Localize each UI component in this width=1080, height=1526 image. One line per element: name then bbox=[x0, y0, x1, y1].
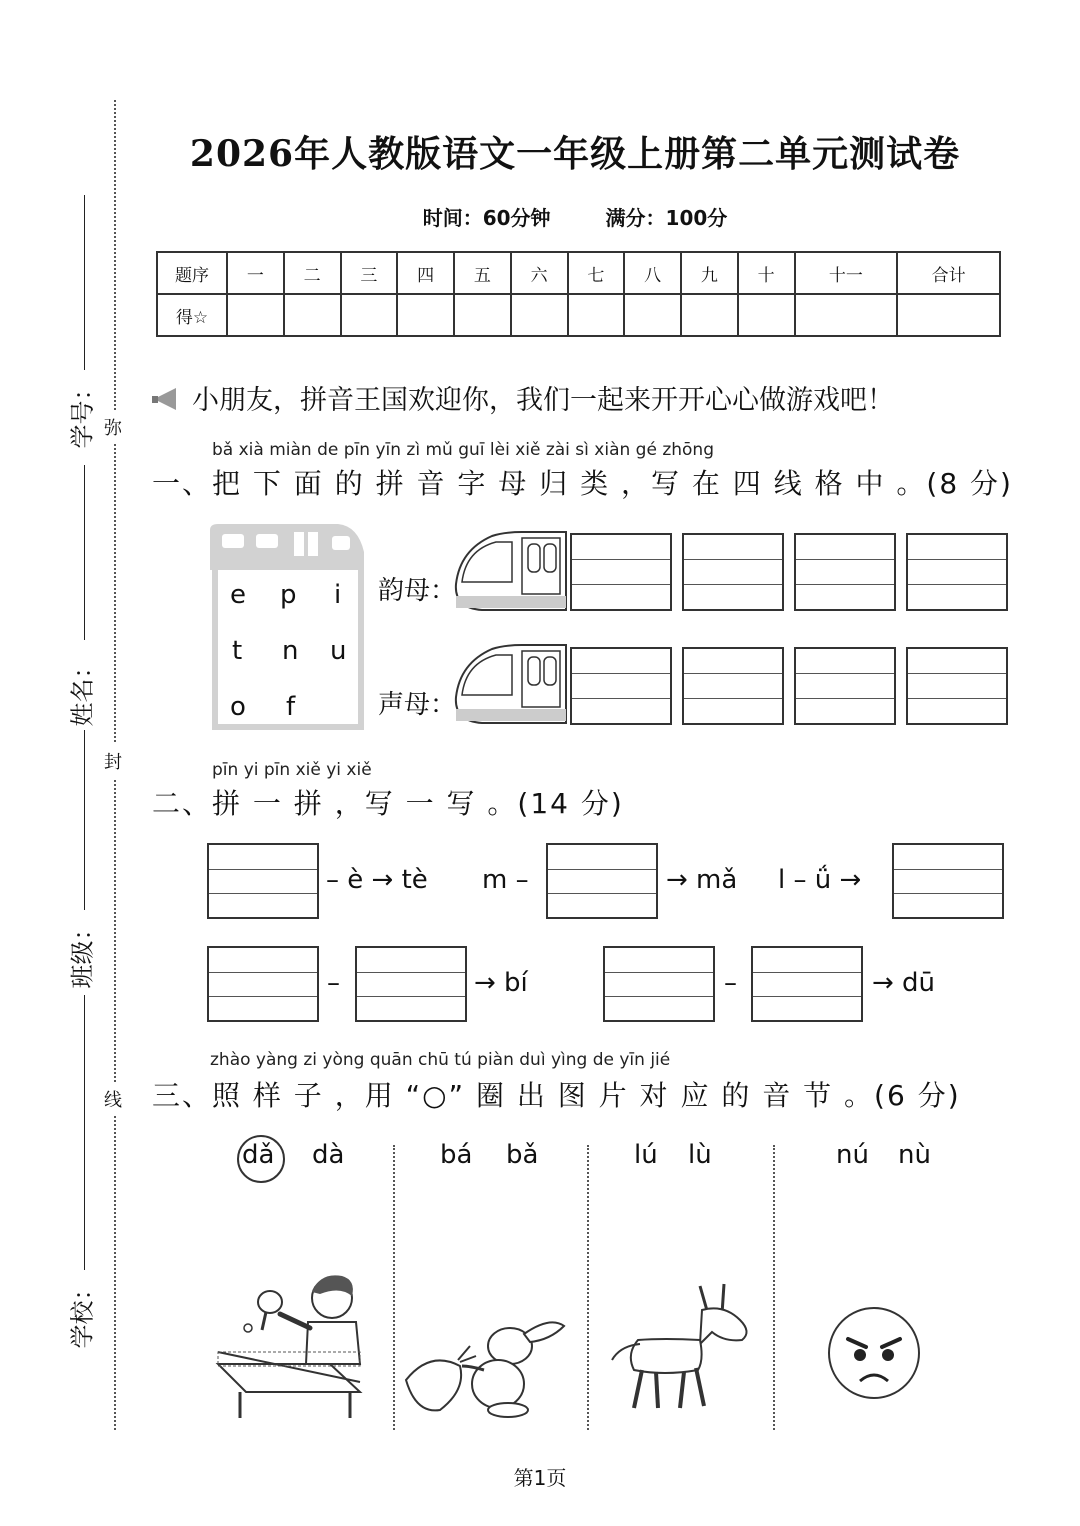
donkey-icon bbox=[604, 1280, 754, 1415]
letter-i: i bbox=[334, 580, 342, 610]
spell-text-bi: → bí bbox=[474, 968, 528, 998]
train-head-icon bbox=[452, 643, 568, 725]
seal-char-xian: 线 bbox=[104, 1082, 122, 1116]
spell-box-7[interactable] bbox=[751, 946, 863, 1022]
col-4: 四 bbox=[397, 252, 454, 294]
name-line bbox=[84, 465, 85, 640]
score-cell[interactable] bbox=[738, 294, 795, 336]
class-label: 班级： bbox=[68, 916, 97, 989]
letter-p: p bbox=[280, 580, 297, 610]
col-5: 五 bbox=[454, 252, 511, 294]
section2-pinyin: pīn yi pīn xiě yi xiě bbox=[212, 760, 372, 780]
score-table bbox=[156, 251, 1001, 337]
col-11: 十一 bbox=[795, 252, 898, 294]
col-9: 九 bbox=[681, 252, 738, 294]
score-cell[interactable] bbox=[454, 294, 511, 336]
spell-text-m: m – bbox=[482, 865, 529, 895]
spell-text-du: → dū bbox=[872, 968, 936, 998]
spell-box-1[interactable] bbox=[207, 843, 319, 919]
option-ba2[interactable]: bá bbox=[440, 1140, 473, 1170]
student-id-label: 学号： bbox=[68, 376, 97, 449]
section1-heading: 一、把 下 面 的 拼 音 字 母 归 类 ，写 在 四 线 格 中 。(8 分) bbox=[152, 467, 1013, 500]
option-lu2[interactable]: lú bbox=[634, 1140, 658, 1170]
option-nu4[interactable]: nù bbox=[898, 1140, 931, 1170]
school-label: 学校： bbox=[68, 1276, 97, 1349]
col-total: 合计 bbox=[897, 252, 1000, 294]
option-da3[interactable]: dǎ bbox=[242, 1140, 275, 1170]
score-cell[interactable] bbox=[624, 294, 681, 336]
column-divider bbox=[587, 1145, 589, 1430]
col-8: 八 bbox=[624, 252, 681, 294]
col-2: 二 bbox=[284, 252, 341, 294]
score-table-score-row bbox=[157, 294, 1000, 336]
col-10: 十 bbox=[738, 252, 795, 294]
letter-e: e bbox=[230, 580, 246, 610]
score-cell[interactable] bbox=[568, 294, 625, 336]
score-cell[interactable] bbox=[227, 294, 284, 336]
letter-f: f bbox=[286, 692, 296, 722]
section1-pinyin: bǎ xià miàn de pīn yīn zì mǔ guī lèi xiě zài sì xiàn gé zhōng bbox=[212, 440, 714, 460]
letter-box bbox=[212, 570, 364, 730]
score-cell[interactable] bbox=[795, 294, 898, 336]
yunmu-writing-box-1[interactable] bbox=[570, 533, 672, 611]
col-6: 六 bbox=[511, 252, 568, 294]
score-table-row1-label: 题序 bbox=[157, 252, 227, 294]
shengmu-writing-box-4[interactable] bbox=[906, 647, 1008, 725]
exam-full-score: 满分：100分 bbox=[605, 206, 728, 230]
page-number: 第1页 bbox=[513, 1466, 567, 1490]
spell-box-3[interactable] bbox=[892, 843, 1004, 919]
score-cell[interactable] bbox=[284, 294, 341, 336]
spell-dash: – bbox=[327, 968, 340, 998]
train-car-icon bbox=[208, 522, 366, 572]
shengmu-writing-box-1[interactable] bbox=[570, 647, 672, 725]
spell-dash: – bbox=[724, 968, 737, 998]
school-line bbox=[84, 995, 85, 1270]
ping-pong-boy-icon bbox=[210, 1272, 370, 1422]
seal-char-feng: 封 bbox=[104, 744, 122, 778]
class-line bbox=[84, 730, 85, 910]
spell-box-4[interactable] bbox=[207, 946, 319, 1022]
score-table-header-row bbox=[157, 252, 1000, 294]
column-divider bbox=[773, 1145, 775, 1430]
spell-box-5[interactable] bbox=[355, 946, 467, 1022]
option-lu4[interactable]: lù bbox=[688, 1140, 712, 1170]
spell-box-2[interactable] bbox=[546, 843, 658, 919]
page-title: 2026年人教版语文一年级上册第二单元测试卷 bbox=[189, 133, 961, 175]
option-nu2[interactable]: nú bbox=[836, 1140, 869, 1170]
train-head-icon bbox=[452, 530, 568, 612]
option-da4[interactable]: dà bbox=[312, 1140, 345, 1170]
yunmu-writing-box-2[interactable] bbox=[682, 533, 784, 611]
spell-text-te: – è → tè bbox=[326, 865, 428, 895]
shengmu-label: 声母： bbox=[378, 690, 457, 720]
letter-t: t bbox=[232, 636, 243, 666]
option-ba3[interactable]: bǎ bbox=[506, 1140, 539, 1170]
section3-heading: 三、照 样 子 ，用 “○” 圈 出 图 片 对 应 的 音 节 。(6 分) bbox=[152, 1079, 961, 1112]
letter-u: u bbox=[330, 636, 347, 666]
rabbit-pulling-radish-icon bbox=[400, 1310, 570, 1420]
col-1: 一 bbox=[227, 252, 284, 294]
yunmu-writing-box-4[interactable] bbox=[906, 533, 1008, 611]
shengmu-writing-box-3[interactable] bbox=[794, 647, 896, 725]
name-label: 姓名： bbox=[68, 654, 97, 727]
score-cell[interactable] bbox=[897, 294, 1000, 336]
score-cell[interactable] bbox=[341, 294, 398, 336]
intro-text: 小朋友，拼音王国欢迎你，我们一起来开开心心做游戏吧！ bbox=[192, 385, 894, 416]
score-cell[interactable] bbox=[681, 294, 738, 336]
letter-n: n bbox=[282, 636, 299, 666]
exam-time: 时间：60分钟 bbox=[422, 206, 551, 230]
score-cell[interactable] bbox=[511, 294, 568, 336]
spell-text-ma: → mǎ bbox=[666, 865, 738, 895]
column-divider bbox=[393, 1145, 395, 1430]
section3-pinyin: zhào yàng zi yòng quān chū tú piàn duì yìng de yīn jié bbox=[210, 1050, 671, 1070]
spell-box-6[interactable] bbox=[603, 946, 715, 1022]
score-table-row2-label: 得☆ bbox=[157, 294, 227, 336]
score-cell[interactable] bbox=[397, 294, 454, 336]
horn-icon bbox=[150, 385, 182, 413]
col-3: 三 bbox=[341, 252, 398, 294]
seal-char-mi: 弥 bbox=[104, 410, 122, 444]
letter-o: o bbox=[230, 692, 246, 722]
exam-info bbox=[0, 202, 1080, 231]
angry-face-icon bbox=[826, 1305, 922, 1401]
yunmu-writing-box-3[interactable] bbox=[794, 533, 896, 611]
spell-text-l: l – ǘ → bbox=[778, 865, 862, 895]
shengmu-writing-box-2[interactable] bbox=[682, 647, 784, 725]
yunmu-label: 韵母： bbox=[378, 576, 457, 606]
section2-heading: 二、拼 一 拼 ，写 一 写 。(14 分) bbox=[152, 787, 624, 820]
col-7: 七 bbox=[568, 252, 625, 294]
